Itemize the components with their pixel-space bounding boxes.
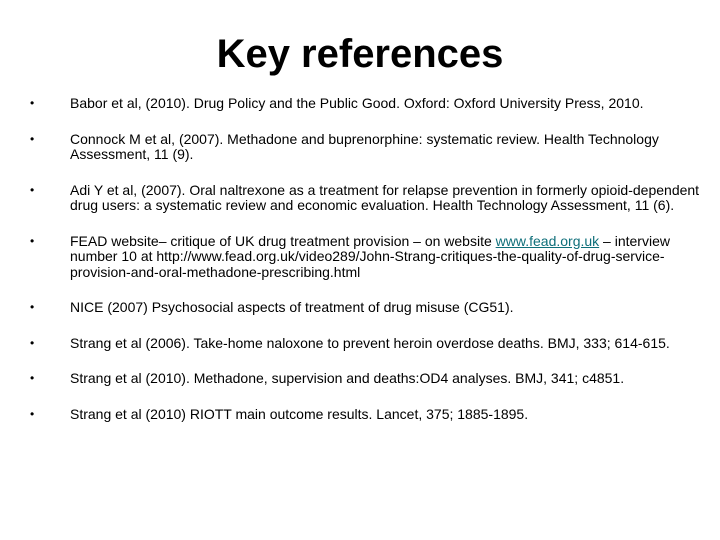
bullet-icon: • bbox=[30, 96, 35, 110]
reference-item bbox=[30, 300, 700, 316]
reference-text: Strang et al (2010) RIOTT main outcome results. Lancet, 375; 1885-1895. bbox=[70, 405, 529, 422]
bullet-icon: • bbox=[30, 182, 35, 197]
bullet-icon: • bbox=[30, 406, 35, 421]
fead-website-link[interactable]: www.fead.org.uk bbox=[495, 232, 600, 249]
reference-text-after-link: – interview number 10 at http://www.fead.org.uk/video289/John-Strang-critiques-the-quality-of-drug-service-provision-and-oral-methadone-prescribing.html bbox=[70, 232, 670, 280]
reference-text: Adi Y et al, (2007). Oral naltrexone as a treatment for relapse prevention in formerly opioid-dependent drug users: a systematic review and economic evaluation. Health Technology Assessment, 11 (6). bbox=[70, 181, 700, 213]
reference-text: Connock M et al, (2007). Methadone and buprenorphine: systematic review. Health Technology Assessment, 11 (9). bbox=[70, 130, 659, 162]
bullet-icon: • bbox=[30, 233, 35, 248]
reference-item bbox=[30, 183, 700, 214]
reference-text bbox=[70, 233, 670, 280]
reference-item bbox=[30, 407, 700, 423]
reference-item bbox=[30, 234, 700, 281]
bullet-icon: • bbox=[30, 300, 35, 314]
reference-list bbox=[30, 96, 700, 442]
reference-text: Strang et al (2010). Methadone, supervision and deaths:OD4 analyses. BMJ, 341; c4851. bbox=[70, 370, 625, 386]
reference-text: Babor et al, (2010). Drug Policy and the Public Good. Oxford: Oxford University Press, 2010. bbox=[70, 95, 644, 111]
reference-item bbox=[30, 132, 700, 163]
reference-item bbox=[30, 96, 700, 112]
reference-text: Strang et al (2006). Take-home naloxone to prevent heroin overdose deaths. BMJ, 333; 614-615. bbox=[70, 334, 670, 351]
reference-text-before-link: FEAD website– critique of UK drug treatment provision – on website bbox=[70, 232, 496, 249]
slide-title: Key references bbox=[216, 32, 504, 76]
reference-item bbox=[30, 371, 700, 387]
reference-text: NICE (2007) Psychosocial aspects of treatment of drug misuse (CG51). bbox=[70, 299, 514, 315]
bullet-icon: • bbox=[30, 131, 35, 146]
reference-item bbox=[30, 336, 700, 352]
bullet-icon: • bbox=[30, 371, 35, 385]
bullet-icon: • bbox=[30, 335, 35, 350]
